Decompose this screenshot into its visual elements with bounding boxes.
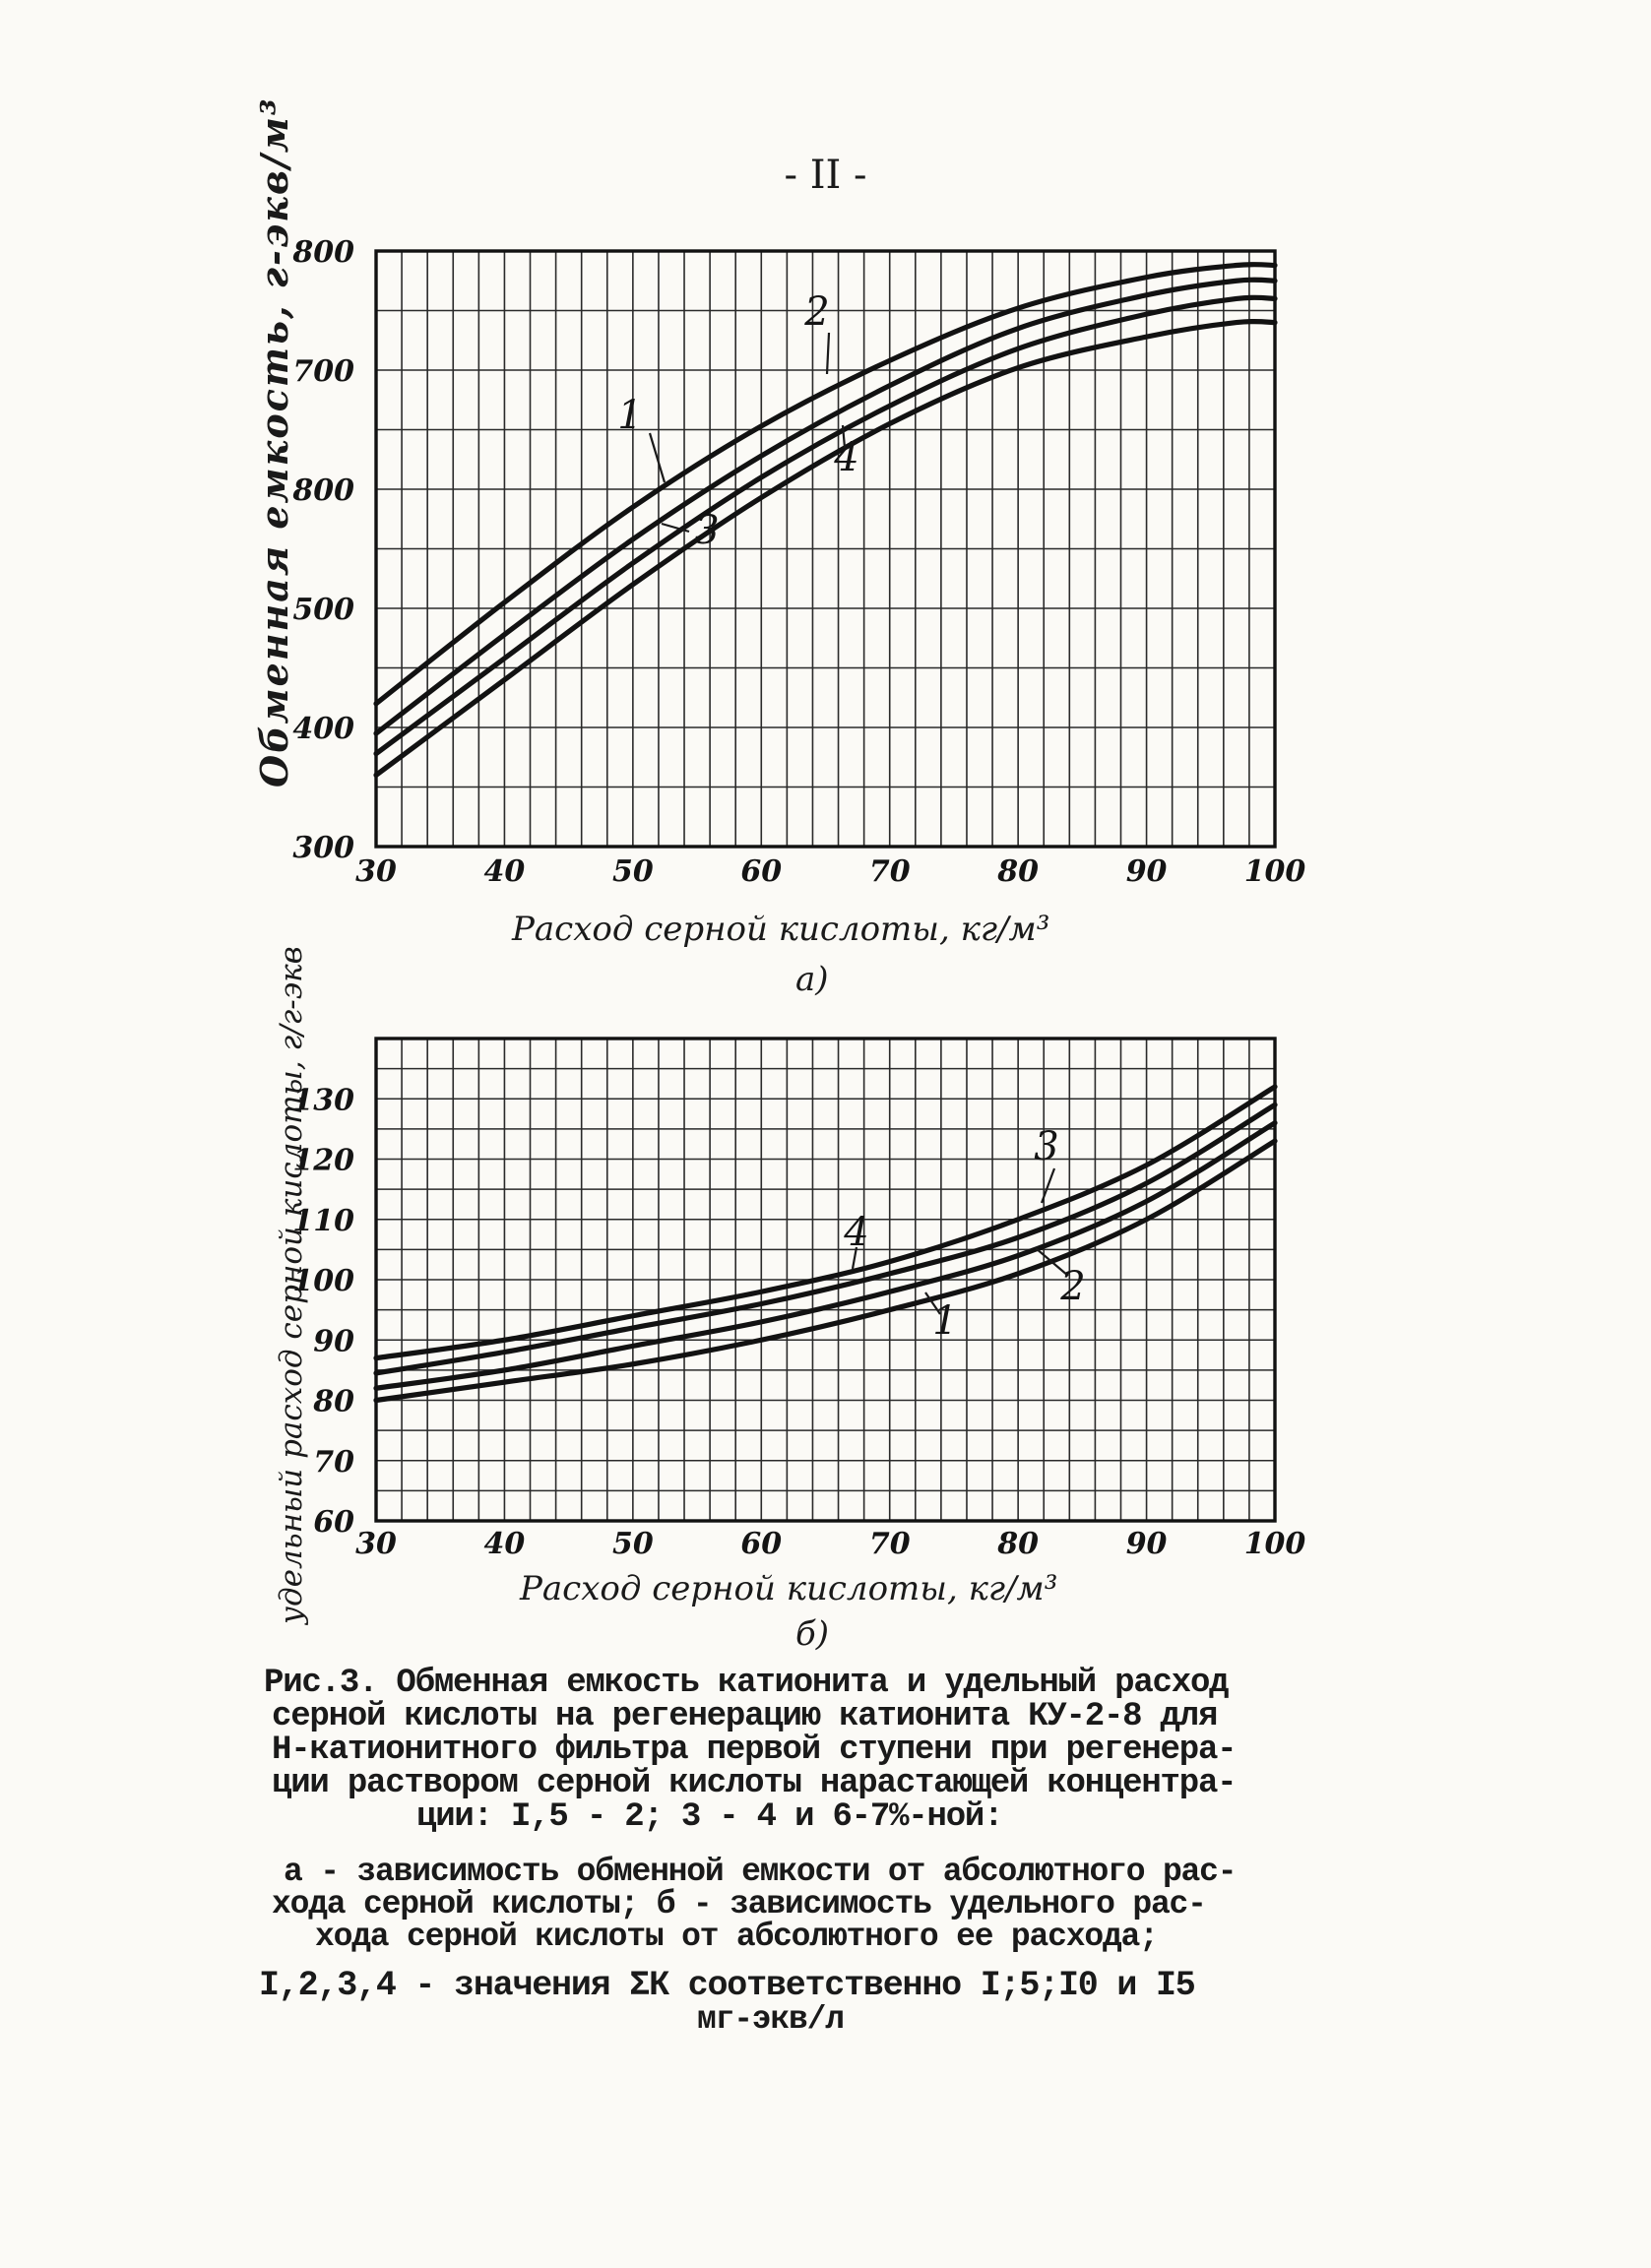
curve-label-leader: [827, 333, 829, 374]
x-tick-label: 90: [1125, 1527, 1168, 1561]
y-tick-label: 100: [292, 1264, 354, 1298]
x-tick-label: 60: [740, 1527, 783, 1561]
x-tick-label: 70: [868, 1527, 911, 1561]
caption-line: ции раствором серной кислоты нарастающей концентра-: [272, 1765, 1237, 1802]
x-tick-label: 60: [740, 854, 783, 889]
y-axis-label-b: удельный расход серной кислоты, г/г-экв: [274, 946, 309, 1624]
x-tick-label: 70: [868, 854, 911, 889]
x-tick-label: 50: [611, 854, 654, 889]
series-line-3: [376, 1104, 1275, 1373]
x-axis-label-b: Расход серной кислоты, кг/м³: [520, 1569, 1058, 1608]
caption-line: Рис.3. Обменная емкость катионита и удельный расход: [264, 1665, 1229, 1702]
curve-label-1: 1: [617, 393, 643, 438]
x-ticks-b: [355, 1527, 1305, 1561]
y-ticks-a: [291, 235, 354, 865]
y-tick-label: 130: [292, 1083, 354, 1118]
curve-label-3: 3: [1034, 1124, 1059, 1169]
caption-legend-line: хода серной кислоты от абсолютного ее расхода;: [315, 1919, 1158, 1955]
series-line-2: [376, 280, 1275, 733]
panel-label-b: б): [795, 1614, 830, 1654]
y-tick-label: 800: [292, 235, 354, 270]
x-tick-label: 30: [355, 854, 397, 889]
chart-specific-consumption: [0, 946, 1651, 1624]
y-tick-label: 300: [292, 831, 354, 865]
y-tick-label: 120: [292, 1143, 354, 1178]
x-tick-label: 40: [483, 854, 526, 889]
y-tick-label: 700: [292, 354, 354, 389]
y-tick-label: 800: [292, 473, 354, 508]
x-tick-label: 50: [611, 1527, 654, 1561]
series-line-3: [376, 297, 1275, 753]
x-tick-label: 30: [355, 1527, 397, 1561]
y-tick-label: 60: [313, 1505, 354, 1540]
curve-label-4: 4: [844, 1210, 869, 1255]
caption-line: серной кислоты на регенерацию катионита КУ-2-8 для: [272, 1698, 1218, 1735]
curve-label-leader: [650, 433, 665, 482]
x-tick-label: 100: [1243, 1527, 1306, 1561]
series-b: [376, 1087, 1275, 1401]
curve-label-3: 3: [694, 508, 720, 553]
y-tick-label: 80: [313, 1384, 354, 1419]
y-axis-label-a: Обменная емкость, г-экв/м³: [252, 96, 296, 788]
y-tick-label: 90: [313, 1324, 354, 1359]
y-tick-label: 110: [292, 1203, 354, 1238]
panel-label-a: а): [795, 960, 829, 999]
y-tick-label: 70: [313, 1444, 354, 1480]
curve-label-2: 2: [804, 289, 830, 335]
series-line-1: [376, 1141, 1275, 1400]
x-ticks-a: [355, 854, 1305, 889]
x-tick-label: 90: [1125, 854, 1168, 889]
chart-exchange-capacity: [0, 0, 1651, 1004]
series-a: [376, 265, 1275, 776]
figure-caption: [259, 1665, 1307, 2038]
x-tick-label: 80: [997, 854, 1040, 889]
x-tick-label: 40: [483, 1527, 526, 1561]
y-tick-label: 500: [292, 593, 354, 627]
caption-values-line: I,2,3,4 - значения ΣК соответственно I;5;I0 и I5: [259, 1966, 1195, 2005]
curve-label-4: 4: [834, 435, 859, 480]
caption-legend-line: хода серной кислоты; б - зависимость удельного рас-: [272, 1886, 1206, 1922]
page-number: - II -: [784, 153, 867, 198]
x-tick-label: 80: [997, 1527, 1040, 1561]
caption-line: Н-катионитного фильтра первой ступени при регенера-: [272, 1732, 1237, 1769]
caption-legend-line: а - зависимость обменной емкости от абсолютного рас-: [284, 1854, 1237, 1890]
caption-line: ции: I,5 - 2; 3 - 4 и 6-7%-ной:: [416, 1798, 1003, 1836]
curve-label-2: 2: [1060, 1264, 1086, 1309]
y-tick-label: 400: [292, 712, 354, 746]
x-tick-label: 100: [1243, 854, 1306, 889]
caption-units-line: мг-экв/л: [697, 2001, 844, 2038]
x-axis-label-a: Расход серной кислоты, кг/м³: [512, 910, 1050, 949]
curve-label-1: 1: [932, 1298, 958, 1344]
